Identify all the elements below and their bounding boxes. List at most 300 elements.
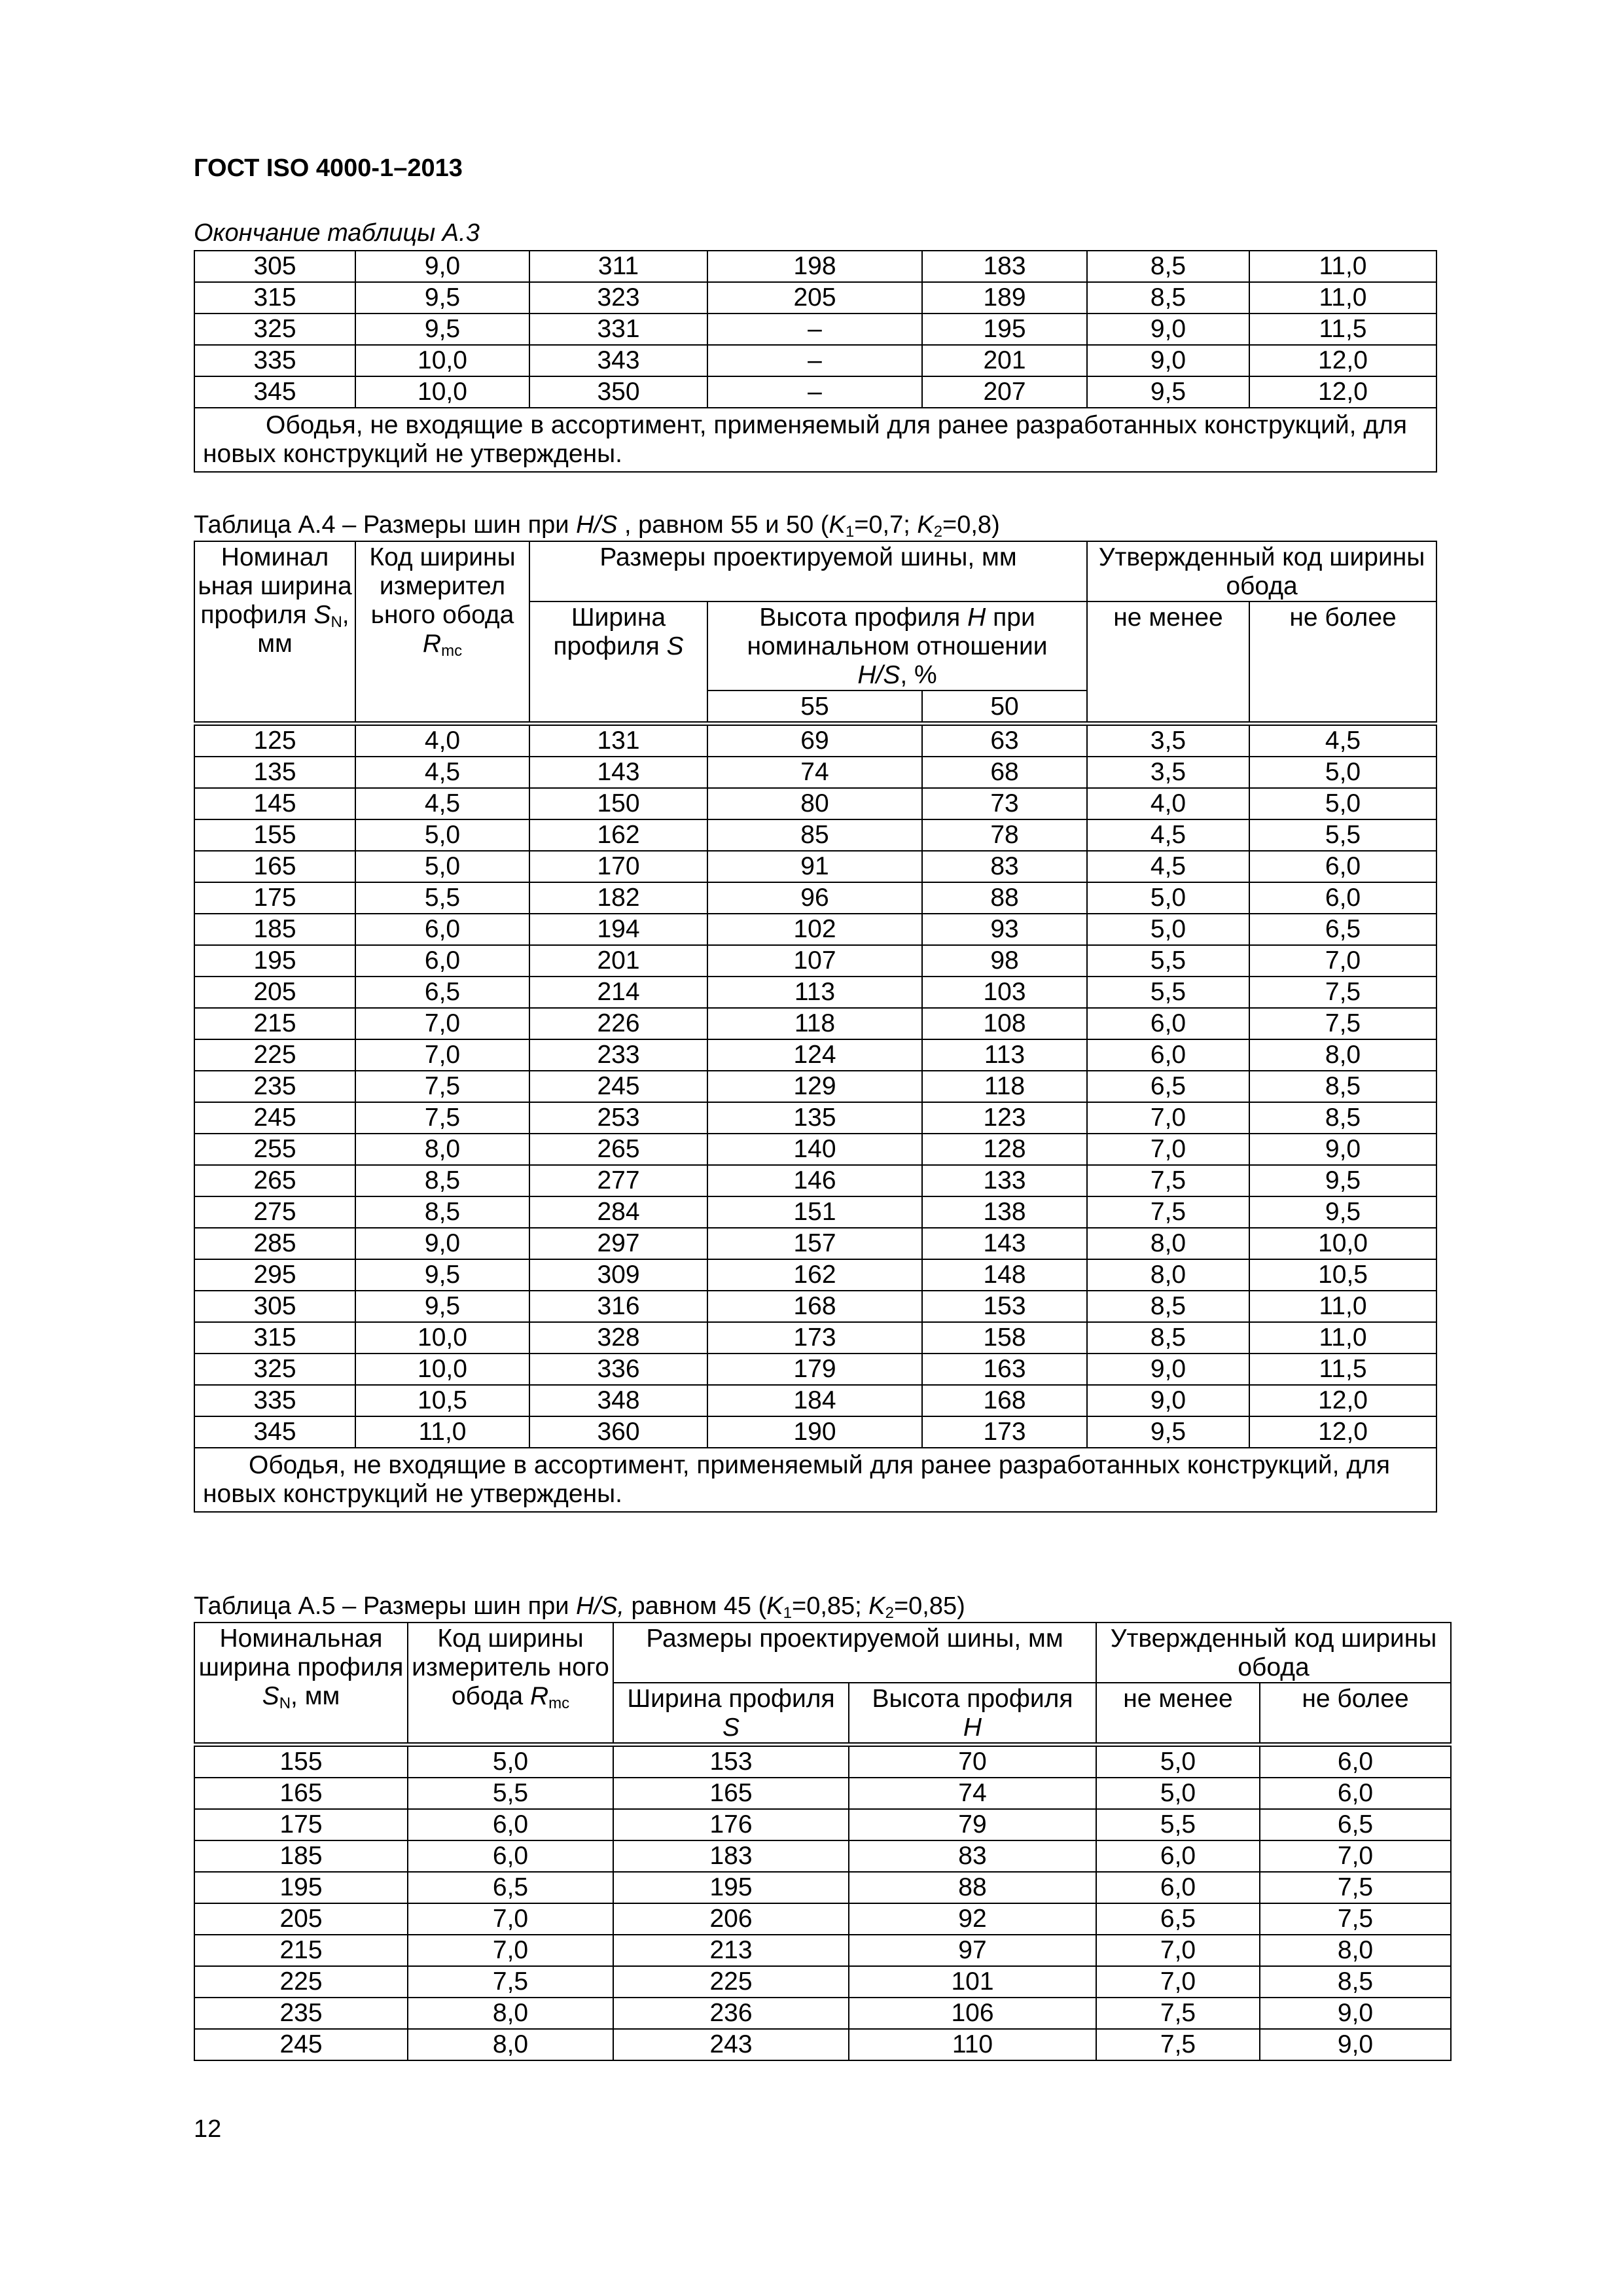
table-cell: 198 [707, 251, 922, 282]
table-cell: 183 [613, 1840, 849, 1872]
table-cell: 11,0 [1249, 251, 1436, 282]
table-cell: 277 [529, 1165, 707, 1196]
table-cell: 113 [922, 1039, 1087, 1071]
table-cell: 305 [194, 251, 355, 282]
table-cell: 12,0 [1249, 345, 1436, 376]
table-cell: 63 [922, 724, 1087, 757]
table-cell: – [707, 314, 922, 345]
table-cell: 315 [194, 282, 355, 314]
table-cell: 195 [613, 1872, 849, 1903]
table-cell: 135 [707, 1102, 922, 1134]
table-a3-caption: Окончание таблицы А.3 [194, 219, 480, 247]
table-cell: 315 [194, 1322, 355, 1354]
table-cell: 8,5 [1087, 1291, 1249, 1322]
table-row [194, 1778, 1451, 1809]
table-cell: – [707, 376, 922, 408]
table-cell: 6,0 [408, 1809, 613, 1840]
table-cell: 103 [922, 977, 1087, 1008]
table-cell: 9,0 [1087, 314, 1249, 345]
table-cell: 7,0 [1096, 1966, 1260, 1998]
table-cell: 129 [707, 1071, 922, 1102]
table-cell: 9,0 [1087, 345, 1249, 376]
table-cell: 7,5 [1260, 1903, 1451, 1935]
table-cell: 295 [194, 1259, 355, 1291]
table-cell: 74 [707, 757, 922, 788]
table-cell: 79 [849, 1809, 1096, 1840]
table-a5 [194, 1622, 1452, 2061]
table-cell: 85 [707, 819, 922, 851]
table-cell: 8,0 [1260, 1935, 1451, 1966]
table-cell: 7,0 [1087, 1134, 1249, 1165]
table-cell: 7,5 [355, 1102, 529, 1134]
table-cell: 155 [194, 819, 355, 851]
table-cell: 8,0 [408, 1998, 613, 2029]
table-cell: 360 [529, 1416, 707, 1448]
table-cell: 9,0 [355, 251, 529, 282]
table-cell: 179 [707, 1354, 922, 1385]
table-row [194, 314, 1436, 345]
table-cell: 12,0 [1249, 376, 1436, 408]
table-cell: 7,5 [1096, 2029, 1260, 2060]
table-row [194, 1259, 1436, 1291]
table-cell: 145 [194, 788, 355, 819]
table-row [194, 1385, 1436, 1416]
table-cell: 5,5 [1087, 945, 1249, 977]
table-row [194, 1134, 1436, 1165]
table-cell: 7,0 [1087, 1102, 1249, 1134]
table-cell: 7,5 [408, 1966, 613, 1998]
table-cell: 225 [194, 1039, 355, 1071]
table-row [194, 1903, 1451, 1935]
table-cell: 253 [529, 1102, 707, 1134]
table-a3 [194, 250, 1437, 473]
table-cell: 155 [194, 1745, 408, 1778]
table-cell: 3,5 [1087, 757, 1249, 788]
table-cell: 5,5 [355, 882, 529, 914]
table-cell: 5,0 [1096, 1745, 1260, 1778]
table-cell: 8,0 [1087, 1259, 1249, 1291]
table-cell: 143 [529, 757, 707, 788]
table-cell: 185 [194, 914, 355, 945]
table-cell: 11,0 [1249, 1291, 1436, 1322]
table-cell: 10,0 [1249, 1228, 1436, 1259]
table-a5-body [194, 1745, 1451, 2061]
table-cell: 336 [529, 1354, 707, 1385]
table-cell: 350 [529, 376, 707, 408]
table-a5-caption: Таблица А.5 – Размеры шин при H/S, равном 45 ($K_1=0,85$; $K_2=0,85$) [194, 1592, 965, 1622]
table-cell: 7,0 [408, 1935, 613, 1966]
table-cell: 8,5 [1249, 1071, 1436, 1102]
table-row [194, 1745, 1451, 1778]
table-cell: 9,5 [1087, 376, 1249, 408]
table-cell: 92 [849, 1903, 1096, 1935]
table-cell: 150 [529, 788, 707, 819]
table-cell: 10,0 [355, 345, 529, 376]
table-a3-note: Ободья, не входящие в ассортимент, применяемый для ранее разработанных конструкций, для новых конструкций не утверждены. [194, 408, 1436, 472]
table-row [194, 1840, 1451, 1872]
table-cell: 168 [707, 1291, 922, 1322]
table-cell: 133 [922, 1165, 1087, 1196]
table-cell: 173 [922, 1416, 1087, 1448]
table-row [194, 882, 1436, 914]
table-a4-header-section-width: Ширина профиля S [529, 601, 707, 724]
table-cell: 11,5 [1249, 314, 1436, 345]
table-row [194, 1196, 1436, 1228]
table-cell: 6,5 [1249, 914, 1436, 945]
table-row [194, 914, 1436, 945]
table-row [194, 1322, 1436, 1354]
table-cell: 135 [194, 757, 355, 788]
table-a5-header-section-width: Ширина профиля S [613, 1683, 849, 1745]
table-cell: 8,5 [1249, 1102, 1436, 1134]
table-cell: 153 [922, 1291, 1087, 1322]
table-cell: 6,5 [408, 1872, 613, 1903]
table-cell: 158 [922, 1322, 1087, 1354]
table-cell: 5,0 [1249, 757, 1436, 788]
table-cell: 325 [194, 1354, 355, 1385]
table-row [194, 1165, 1436, 1196]
table-cell: 201 [529, 945, 707, 977]
table-cell: 5,5 [408, 1778, 613, 1809]
document-header: ГОСТ ISO 4000-1–2013 [194, 154, 463, 182]
table-cell: 69 [707, 724, 922, 757]
table-cell: 285 [194, 1228, 355, 1259]
table-cell: 5,0 [1249, 788, 1436, 819]
table-cell: 348 [529, 1385, 707, 1416]
table-a5-header-max: не более [1260, 1683, 1451, 1745]
table-cell: 4,5 [1087, 851, 1249, 882]
table-cell: 11,5 [1249, 1354, 1436, 1385]
table-cell: 6,0 [355, 945, 529, 977]
table-row [194, 1102, 1436, 1134]
table-cell: 165 [194, 851, 355, 882]
table-row [194, 1228, 1436, 1259]
table-cell: 93 [922, 914, 1087, 945]
table-cell: 7,0 [1096, 1935, 1260, 1966]
table-cell: 182 [529, 882, 707, 914]
table-cell: 297 [529, 1228, 707, 1259]
table-cell: 235 [194, 1998, 408, 2029]
table-cell: 148 [922, 1259, 1087, 1291]
table-cell: – [707, 345, 922, 376]
table-cell: 110 [849, 2029, 1096, 2060]
table-cell: 98 [922, 945, 1087, 977]
table-cell: 4,0 [1087, 788, 1249, 819]
table-cell: 214 [529, 977, 707, 1008]
table-row [194, 376, 1436, 408]
table-row [194, 282, 1436, 314]
table-cell: 10,0 [355, 376, 529, 408]
table-cell: 6,5 [355, 977, 529, 1008]
table-cell: 8,5 [1087, 1322, 1249, 1354]
table-cell: 5,0 [1087, 882, 1249, 914]
table-cell: 323 [529, 282, 707, 314]
table-cell: 118 [707, 1008, 922, 1039]
table-cell: 226 [529, 1008, 707, 1039]
table-row [194, 1039, 1436, 1071]
table-cell: 245 [194, 1102, 355, 1134]
table-cell: 70 [849, 1745, 1096, 1778]
table-cell: 5,0 [408, 1745, 613, 1778]
table-cell: 7,5 [1087, 1196, 1249, 1228]
table-cell: 8,5 [355, 1165, 529, 1196]
table-cell: 163 [922, 1354, 1087, 1385]
table-a4-header-design-sizes: Размеры проектируемой шины, мм [529, 541, 1087, 601]
table-cell: 97 [849, 1935, 1096, 1966]
table-cell: 7,5 [1249, 977, 1436, 1008]
table-a5-header-section-height: Высота профиля H [849, 1683, 1096, 1745]
table-cell: 7,0 [355, 1008, 529, 1039]
table-row [194, 851, 1436, 882]
table-cell: 10,0 [355, 1322, 529, 1354]
table-cell: 5,0 [1087, 914, 1249, 945]
table-cell: 68 [922, 757, 1087, 788]
table-cell: 205 [194, 1903, 408, 1935]
table-cell: 8,5 [1087, 282, 1249, 314]
table-a4 [194, 541, 1437, 1513]
table-cell: 6,5 [1096, 1903, 1260, 1935]
table-row [194, 251, 1436, 282]
table-cell: 10,5 [1249, 1259, 1436, 1291]
table-row [194, 1872, 1451, 1903]
table-cell: 7,5 [1096, 1998, 1260, 2029]
table-cell: 173 [707, 1322, 922, 1354]
table-row [194, 788, 1436, 819]
table-row [194, 1998, 1451, 2029]
table-cell: 113 [707, 977, 922, 1008]
table-cell: 165 [613, 1778, 849, 1809]
table-cell: 331 [529, 314, 707, 345]
table-cell: 8,0 [1249, 1039, 1436, 1071]
table-cell: 6,0 [1249, 882, 1436, 914]
table-row [194, 1966, 1451, 1998]
table-cell: 9,5 [1249, 1165, 1436, 1196]
table-cell: 96 [707, 882, 922, 914]
table-cell: 9,5 [355, 282, 529, 314]
table-cell: 175 [194, 882, 355, 914]
page-number: 12 [194, 2115, 222, 2143]
table-cell: 235 [194, 1071, 355, 1102]
table-cell: 6,0 [1249, 851, 1436, 882]
table-cell: 6,0 [1096, 1840, 1260, 1872]
table-cell: 176 [613, 1809, 849, 1840]
table-row [194, 1809, 1451, 1840]
table-cell: 265 [529, 1134, 707, 1165]
table-a5-header-nominal-width: Номинальная ширина профиля $S_N$, мм [194, 1623, 408, 1745]
table-cell: 225 [613, 1966, 849, 1998]
table-cell: 325 [194, 314, 355, 345]
table-cell: 205 [194, 977, 355, 1008]
table-cell: 101 [849, 1966, 1096, 1998]
table-cell: 3,5 [1087, 724, 1249, 757]
table-row [194, 757, 1436, 788]
table-cell: 189 [922, 282, 1087, 314]
table-cell: 9,5 [355, 1291, 529, 1322]
table-a4-header-min: не менее [1087, 601, 1249, 724]
table-cell: 123 [922, 1102, 1087, 1134]
table-a5-header-min: не менее [1096, 1683, 1260, 1745]
table-cell: 206 [613, 1903, 849, 1935]
table-cell: 6,0 [1087, 1008, 1249, 1039]
table-cell: 162 [707, 1259, 922, 1291]
table-cell: 6,0 [1260, 1745, 1451, 1778]
table-cell: 243 [613, 2029, 849, 2060]
table-cell: 205 [707, 282, 922, 314]
table-cell: 10,5 [355, 1385, 529, 1416]
table-cell: 7,5 [1249, 1008, 1436, 1039]
table-cell: 88 [922, 882, 1087, 914]
table-cell: 6,0 [408, 1840, 613, 1872]
table-cell: 183 [922, 251, 1087, 282]
table-cell: 11,0 [1249, 282, 1436, 314]
table-cell: 12,0 [1249, 1416, 1436, 1448]
table-a4-header-rim-code: Код ширины измерител ьного обода $R_{mc}$ [355, 541, 529, 724]
table-cell: 335 [194, 1385, 355, 1416]
table-cell: 91 [707, 851, 922, 882]
table-a4-note: Ободья, не входящие в ассортимент, применяемый для ранее разработанных конструкций, для новых конструкций не утверждены. [194, 1448, 1436, 1512]
table-cell: 9,5 [355, 314, 529, 345]
table-cell: 4,5 [1087, 819, 1249, 851]
table-cell: 195 [194, 945, 355, 977]
table-cell: 8,0 [355, 1134, 529, 1165]
table-cell: 309 [529, 1259, 707, 1291]
table-cell: 245 [194, 2029, 408, 2060]
table-cell: 168 [922, 1385, 1087, 1416]
table-cell: 8,5 [1260, 1966, 1451, 1998]
table-cell: 195 [922, 314, 1087, 345]
table-cell: 6,5 [1087, 1071, 1249, 1102]
table-cell: 138 [922, 1196, 1087, 1228]
table-cell: 10,0 [355, 1354, 529, 1385]
table-cell: 74 [849, 1778, 1096, 1809]
table-cell: 9,0 [1260, 2029, 1451, 2060]
table-a4-header-nominal-width: Номинал ьная ширина профиля $S_N$, мм [194, 541, 355, 724]
table-cell: 7,5 [1260, 1872, 1451, 1903]
table-row [194, 1354, 1436, 1385]
table-a5-header-rim-code: Код ширины измеритель ного обода $R_{mc}$ [408, 1623, 613, 1745]
table-cell: 215 [194, 1935, 408, 1966]
table-cell: 4,5 [355, 788, 529, 819]
table-cell: 215 [194, 1008, 355, 1039]
table-a5-header-approved-rim: Утвержденный код ширины обода [1096, 1623, 1451, 1683]
table-cell: 80 [707, 788, 922, 819]
table-cell: 7,0 [1249, 945, 1436, 977]
table-cell: 207 [922, 376, 1087, 408]
table-cell: 6,0 [355, 914, 529, 945]
table-cell: 11,0 [1249, 1322, 1436, 1354]
table-cell: 151 [707, 1196, 922, 1228]
table-row [194, 977, 1436, 1008]
table-cell: 233 [529, 1039, 707, 1071]
table-a4-header-approved-rim: Утвержденный код ширины обода [1087, 541, 1436, 601]
table-cell: 9,5 [355, 1259, 529, 1291]
table-cell: 6,5 [1260, 1809, 1451, 1840]
table-a4-header-ratio-55: 55 [707, 691, 922, 724]
table-cell: 275 [194, 1196, 355, 1228]
table-a4-header-max: не более [1249, 601, 1436, 724]
table-cell: 165 [194, 1778, 408, 1809]
table-cell: 170 [529, 851, 707, 882]
table-cell: 106 [849, 1998, 1096, 2029]
table-cell: 143 [922, 1228, 1087, 1259]
table-cell: 83 [849, 1840, 1096, 1872]
table-cell: 305 [194, 1291, 355, 1322]
table-row [194, 1291, 1436, 1322]
table-cell: 7,0 [355, 1039, 529, 1071]
table-cell: 7,5 [355, 1071, 529, 1102]
table-cell: 8,0 [408, 2029, 613, 2060]
table-cell: 190 [707, 1416, 922, 1448]
table-cell: 9,0 [1087, 1385, 1249, 1416]
table-cell: 335 [194, 345, 355, 376]
table-cell: 9,0 [1249, 1134, 1436, 1165]
table-cell: 213 [613, 1935, 849, 1966]
table-cell: 102 [707, 914, 922, 945]
table-cell: 7,0 [1260, 1840, 1451, 1872]
table-row [194, 724, 1436, 757]
table-cell: 124 [707, 1039, 922, 1071]
table-cell: 6,0 [1096, 1872, 1260, 1903]
table-cell: 236 [613, 1998, 849, 2029]
table-a4-body [194, 724, 1436, 1448]
table-cell: 225 [194, 1966, 408, 1998]
table-cell: 4,5 [1249, 724, 1436, 757]
table-cell: 9,0 [1087, 1354, 1249, 1385]
table-cell: 9,5 [1249, 1196, 1436, 1228]
table-row [194, 1071, 1436, 1102]
table-row [194, 1416, 1436, 1448]
table-row [194, 2029, 1451, 2060]
table-cell: 107 [707, 945, 922, 977]
table-cell: 345 [194, 376, 355, 408]
table-cell: 153 [613, 1745, 849, 1778]
table-row [194, 345, 1436, 376]
table-cell: 5,0 [355, 851, 529, 882]
table-a4-header-section-height: Высота профиля H при номинальном отношении H/S, % [707, 601, 1087, 691]
table-cell: 7,0 [408, 1903, 613, 1935]
table-cell: 140 [707, 1134, 922, 1165]
table-cell: 162 [529, 819, 707, 851]
table-cell: 9,0 [355, 1228, 529, 1259]
table-row [194, 1008, 1436, 1039]
table-cell: 316 [529, 1291, 707, 1322]
table-cell: 11,0 [355, 1416, 529, 1448]
table-cell: 343 [529, 345, 707, 376]
table-row [194, 1935, 1451, 1966]
table-cell: 255 [194, 1134, 355, 1165]
table-cell: 195 [194, 1872, 408, 1903]
table-row [194, 819, 1436, 851]
table-cell: 88 [849, 1872, 1096, 1903]
table-cell: 9,0 [1260, 1998, 1451, 2029]
table-cell: 184 [707, 1385, 922, 1416]
table-cell: 5,5 [1087, 977, 1249, 1008]
table-cell: 8,0 [1087, 1228, 1249, 1259]
table-a4-caption: Таблица А.4 – Размеры шин при H/S , равном 55 и 50 ($K_1=0,7$; $K_2=0,8$) [194, 511, 1000, 541]
table-cell: 6,0 [1087, 1039, 1249, 1071]
table-cell: 83 [922, 851, 1087, 882]
table-cell: 245 [529, 1071, 707, 1102]
table-cell: 8,5 [355, 1196, 529, 1228]
table-cell: 78 [922, 819, 1087, 851]
table-cell: 12,0 [1249, 1385, 1436, 1416]
table-cell: 125 [194, 724, 355, 757]
table-a5-header-design-sizes: Размеры проектируемой шины, мм [613, 1623, 1096, 1683]
table-cell: 175 [194, 1809, 408, 1840]
table-cell: 5,0 [1096, 1778, 1260, 1809]
table-cell: 128 [922, 1134, 1087, 1165]
table-cell: 345 [194, 1416, 355, 1448]
